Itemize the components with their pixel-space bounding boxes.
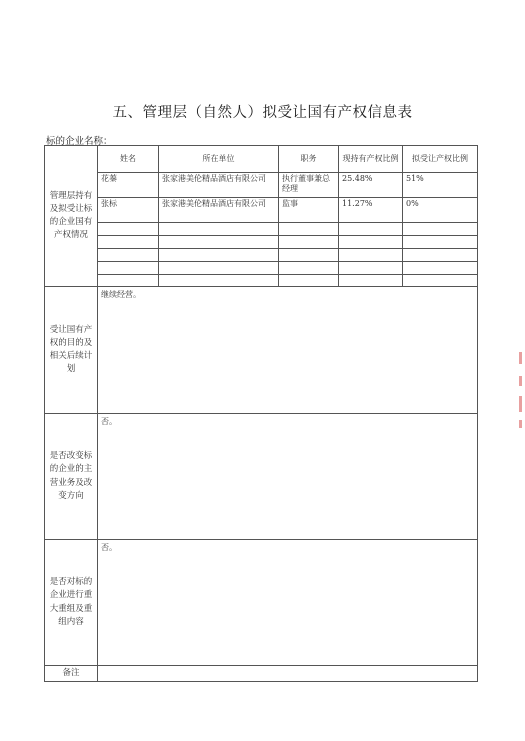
remarks-label: 备注	[45, 666, 98, 682]
empty-cell	[403, 223, 478, 236]
section-row-restructuring	[45, 540, 478, 666]
section-label-restructuring: 是否对标的企业进行重大重组及重组内容	[45, 540, 98, 666]
empty-cell	[159, 275, 279, 287]
table-header-row	[45, 146, 478, 173]
empty-cell	[98, 275, 159, 287]
cell-current-ratio: 25.48%	[339, 173, 403, 198]
empty-cell	[98, 262, 159, 275]
section-row-remarks	[45, 666, 478, 682]
seal-mark	[519, 376, 522, 386]
empty-table-row	[45, 262, 478, 275]
empty-cell	[339, 249, 403, 262]
table-row	[45, 198, 478, 223]
cell-proposed-ratio: 51%	[403, 173, 478, 198]
empty-table-row	[45, 236, 478, 249]
empty-cell	[339, 236, 403, 249]
empty-table-row	[45, 223, 478, 236]
empty-table-row	[45, 249, 478, 262]
empty-table-row	[45, 275, 478, 287]
table-row	[45, 173, 478, 198]
section-label-holdings: 管理层持有及拟受让标的企业国有产权情况	[45, 146, 98, 287]
empty-cell	[98, 236, 159, 249]
empty-cell	[339, 262, 403, 275]
section-row-purpose	[45, 287, 478, 414]
purpose-content: 继续经营。	[98, 287, 478, 414]
empty-cell	[279, 275, 339, 287]
empty-cell	[403, 236, 478, 249]
header-current-ratio: 现持有产权比例	[339, 146, 403, 173]
header-name: 姓名	[98, 146, 159, 173]
cell-proposed-ratio: 0%	[403, 198, 478, 223]
page-title: 五、管理层（自然人）拟受让国有产权信息表	[112, 105, 413, 121]
empty-cell	[403, 262, 478, 275]
empty-cell	[159, 262, 279, 275]
empty-cell	[279, 262, 339, 275]
header-proposed-ratio: 拟受让产权比例	[403, 146, 478, 173]
cell-position: 监事	[279, 198, 339, 223]
seal-mark	[519, 420, 522, 428]
cell-name: 花蓁	[98, 173, 159, 198]
cell-unit: 张家港美伦精品酒店有限公司	[159, 198, 279, 223]
empty-cell	[98, 223, 159, 236]
cell-current-ratio: 11.27%	[339, 198, 403, 223]
cell-position: 执行董事兼总经理	[279, 173, 339, 198]
section-label-purpose: 受让国有产权的目的及相关后续计划	[45, 287, 98, 414]
empty-cell	[98, 249, 159, 262]
section-label-business-change: 是否改变标的企业的主营业务及改变方向	[45, 414, 98, 540]
empty-cell	[279, 236, 339, 249]
empty-cell	[339, 223, 403, 236]
empty-cell	[159, 236, 279, 249]
remarks-content	[98, 666, 478, 682]
seal-mark	[519, 352, 522, 364]
empty-cell	[279, 223, 339, 236]
empty-cell	[159, 249, 279, 262]
header-unit: 所在单位	[159, 146, 279, 173]
empty-cell	[159, 223, 279, 236]
empty-cell	[403, 249, 478, 262]
empty-cell	[279, 249, 339, 262]
empty-cell	[403, 275, 478, 287]
seal-mark	[519, 396, 522, 412]
business-change-content: 否。	[98, 414, 478, 540]
cell-unit: 张家港美伦精品酒店有限公司	[159, 173, 279, 198]
enterprise-name-label: 标的企业名称：	[46, 136, 113, 147]
info-table	[44, 145, 478, 682]
empty-cell	[339, 275, 403, 287]
header-position: 职务	[279, 146, 339, 173]
restructuring-content: 否。	[98, 540, 478, 666]
cell-name: 张标	[98, 198, 159, 223]
section-row-business-change	[45, 414, 478, 540]
